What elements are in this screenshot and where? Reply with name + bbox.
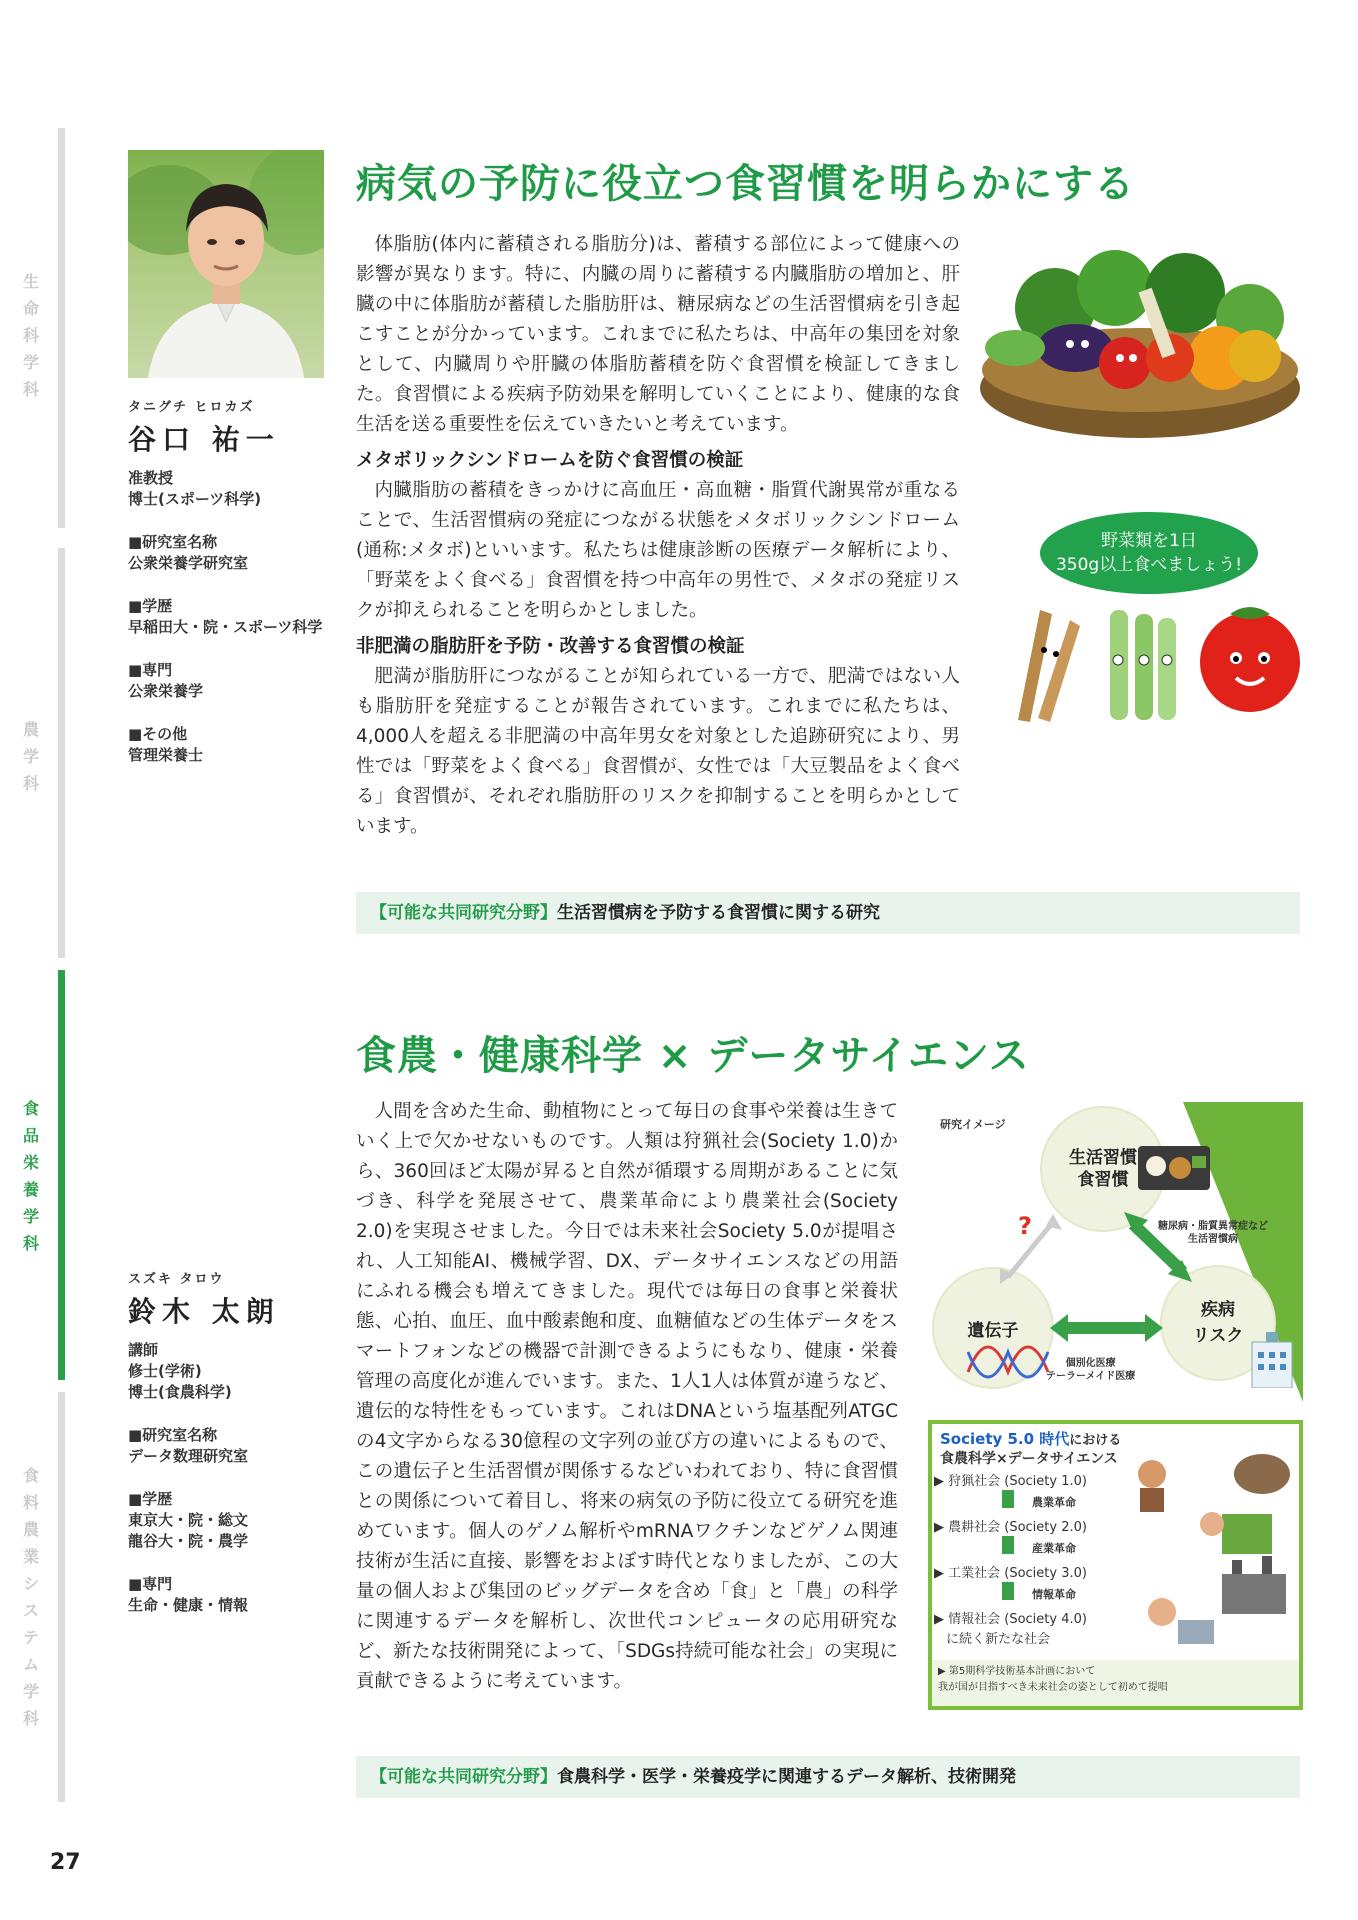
person2-edu2: 龍谷大・院・農学 [128, 1532, 249, 1550]
person2-name: 鈴木 太朗 [128, 1295, 280, 1328]
society-timeline-figure [928, 1420, 1303, 1710]
person1-edu-label: ■学歴 [128, 597, 173, 615]
fig2-foot1: ▶ 第5期科学技術基本計画において [938, 1666, 1096, 1677]
side-tab-bar-2 [58, 548, 65, 958]
person2-lab-label: ■研究室名称 [128, 1426, 218, 1444]
side-tab-bar-3 [58, 970, 65, 1380]
fig2-head-rest: における [1069, 1433, 1122, 1448]
person2-profile [128, 1340, 248, 1616]
section1-collab-text: 生活習慣病を予防する食習慣に関する研究 [557, 903, 880, 923]
fig1-node2-label: 遺伝子 [967, 1320, 1019, 1341]
person1-degree: 博士(スポーツ科学) [128, 490, 262, 508]
page-number: 27 [50, 1850, 81, 1875]
person1-major-label: ■専門 [128, 661, 173, 679]
fig1-note1 [1158, 1220, 1268, 1246]
fig2-arrow3 [1002, 1582, 1014, 1600]
fig2-foot2: 我が国が目指すべき未来社会の姿として初めて提唱 [938, 1682, 1168, 1693]
fig2-heading2: 食農科学×データサイエンス [940, 1451, 1118, 1467]
section2-collab-tag: 【可能な共同研究分野】 [370, 1767, 557, 1787]
fig1-caption: 研究イメージ [940, 1118, 1006, 1131]
fig1-node3-line1: 疾病 [1200, 1300, 1235, 1320]
section1-para2: 肥満が脂肪肝につながることが知られている一方で、肥満ではない人も脂肪肝を発症することが報告されています。これまでに私たちは、4,000人を超える非肥満の中高年男女を対象とした追跡研究により、男性では「野菜をよく食べる」食習慣が、女性では「大豆製品をよく食べる」食習慣が、それぞれ脂肪肝のリスクを抑制することを明らかとしています。 [356, 666, 960, 837]
research-image-figure [928, 1102, 1303, 1402]
section1-sub2: 非肥満の脂肪肝を予防・改善する食習慣の検証 [356, 636, 745, 657]
person1-lab: 公衆栄養学研究室 [128, 554, 249, 572]
portrait-photo-taniguchi [128, 150, 324, 378]
section1-para1: 内臓脂肪の蓄積をきっかけに高血圧・高血糖・脂質代謝異常が重なることで、生活習慣病の発症につながる状態をメタボリックシンドローム(通称:メタボ)といいます。私たちは健康診断の医療データ解析により、「野菜をよく食べる」食習慣を持つ中高年の男性で、メタボの発症リスクが抑えられることを明らかとしました。 [356, 480, 960, 621]
fig2-era4: ▶ 情報社会 (Society 4.0) [934, 1612, 1087, 1627]
fig2-arrow1 [1002, 1490, 1014, 1508]
fig1-note2-line2: テーラーメイド医療 [1046, 1371, 1136, 1382]
person1-edu: 早稲田大・院・スポーツ科学 [128, 618, 323, 636]
person1-other: 管理栄養士 [128, 746, 204, 764]
section1-title: 病気の予防に役立つ食習慣を明らかにする [356, 161, 1135, 207]
fig2-head-blue: Society 5.0 時代 [940, 1430, 1070, 1448]
fig1-node1-line1: 生活習慣 [1069, 1148, 1137, 1168]
fig2-era1: ▶ 狩猟社会 (Society 1.0) [934, 1474, 1087, 1489]
side-tab-bar-1 [58, 128, 65, 528]
section2-collab-box [356, 1756, 1300, 1798]
fig1-note1-line1: 糖尿病・脂質異常症など [1158, 1221, 1268, 1232]
fig2-rev1: 農業革命 [1032, 1496, 1076, 1509]
section2-body-text: 人間を含めた生命、動植物にとって毎日の食事や栄養は生きていく上で欠かせないものです。人類は狩猟社会(Society 1.0)から、360回ほど太陽が昇ると自然が循環する周期があることに気づき、科学を発展させて、農業革命により農業社会(Society 2.0)を実現させました。今日では未来社会Society 5.0が提唱され、人工知能AI、機械学習、DX、データサイエンスなどの用語にふれる機会も増えてきました。現代では毎日の食事と栄養状態、心拍、血圧、血中酸素飽和度、血糖値などの生体データをスマートフォンなどの機器で計測できるようにもなり、健康・栄養管理の高度化が進んでいます。また、1人1人は体質が違うなど、遺伝的な特性をもっています。これはDNAという塩基配列ATGCの4文字からなる30億程の文字列の並び方の違いによるもので、この遺伝子と生活習慣が関係するなどいわれており、特に食習慣との関係について着目し、将来の病気の予防に役立てる研究を進めています。個人のゲノム解析やmRNAワクチンなどゲノム関連技術が生活に直接、影響をおよぼす時代となりましたが、この大量の個人および集団のビッグデータを含め「食」と「農」の科学に関連するデータを解析し、次世代コンピュータの応用研究など、新たな技術開発によって、「SDGs持続可能な社会」の実現に貢献できるように考えています。 [356, 1101, 898, 1692]
vegetable-basket-illustration [975, 238, 1305, 458]
fig1-question-mark: ? [1018, 1212, 1032, 1240]
person2-degree2: 博士(食農科学) [128, 1383, 232, 1401]
side-tab-life-science[interactable]: 生命科学科 [22, 272, 39, 399]
bubble-line2: 350g以上食べましょう! [1055, 555, 1243, 575]
fig2-era2: ▶ 農耕社会 (Society 2.0) [934, 1520, 1087, 1535]
person1-profile [128, 468, 322, 766]
section1-sub1: メタボリックシンドロームを防ぐ食習慣の検証 [356, 450, 744, 471]
person1-name: 谷口 祐一 [128, 423, 280, 456]
section1-body [356, 230, 960, 842]
side-tab-bar-4 [58, 1392, 65, 1802]
fig2-illustrations [1122, 1444, 1297, 1656]
fig2-rev2: 産業革命 [1032, 1542, 1076, 1555]
fig2-era4b: に続く新たな社会 [946, 1632, 1051, 1647]
person2-lab: データ数理研究室 [128, 1447, 249, 1465]
person2-kana: スズキ タロウ [128, 1272, 225, 1287]
fig2-era3: ▶ 工業社会 (Society 3.0) [934, 1566, 1087, 1581]
fig1-note2 [1046, 1357, 1135, 1383]
person1-position: 准教授 [128, 469, 174, 487]
section1-collab-box [356, 892, 1300, 934]
section2-body [356, 1097, 898, 1697]
fig1-note2-line1: 個別化医療 [1065, 1358, 1116, 1369]
fig1-node1-line2: 食習慣 [1077, 1170, 1129, 1190]
person1-lab-label: ■研究室名称 [128, 533, 218, 551]
person2-major-label: ■専門 [128, 1575, 173, 1593]
side-tab-agriculture[interactable]: 農学科 [22, 720, 39, 793]
person2-major: 生命・健康・情報 [128, 1596, 249, 1614]
person2-degree1: 修士(学術) [128, 1362, 202, 1380]
fig2-rev3: 情報革命 [1032, 1588, 1076, 1601]
person1-other-label: ■その他 [128, 725, 188, 743]
side-tab-food-nutrition[interactable]: 食品栄養学科 [22, 1099, 39, 1253]
person2-edu-label: ■学歴 [128, 1490, 173, 1508]
fig2-arrow2 [1002, 1536, 1014, 1554]
person2-position: 講師 [128, 1341, 159, 1359]
bubble-line1: 野菜類を1日 [1101, 531, 1197, 551]
fig1-node3-line2: リスク [1192, 1326, 1244, 1346]
fig2-heading [940, 1428, 1121, 1449]
person1-major: 公衆栄養学 [128, 682, 204, 700]
section1-collab-tag: 【可能な共同研究分野】 [370, 903, 557, 923]
section2-title: 食農・健康科学 × データサイエンス [356, 1033, 1030, 1079]
section1-intro: 体脂肪(体内に蓄積される脂肪分)は、蓄積する部位によって健康への影響が異なります。特に、内臓の周りに蓄積する内臓脂肪の増加と、肝臓の中に体脂肪が蓄積した脂肪肝は、糖尿病などの生活習慣病を引き起こすことが分かっています。これまでに私たちは、中高年の集団を対象として、内臓周りや肝臓の体脂肪蓄積を防ぐ食習慣を検証してきました。食習慣による疾病予防効果を解明していくことにより、健康的な食生活を送る重要性を伝えていきたいと考えています。 [356, 234, 960, 435]
person1-kana: タニグチ ヒロカズ [128, 400, 255, 415]
person2-edu1: 東京大・院・総文 [128, 1511, 249, 1529]
fig2-footer [932, 1660, 1299, 1706]
vegetable-advice-bubble [1040, 512, 1258, 594]
fig1-note1-line2: 生活習慣病 [1188, 1234, 1238, 1245]
side-tab-food-agri-system[interactable]: 食料農業システム学科 [22, 1466, 39, 1728]
section2-collab-text: 食農科学・医学・栄養疫学に関連するデータ解析、技術開発 [557, 1767, 1016, 1787]
vegetable-characters-illustration [1000, 600, 1300, 725]
